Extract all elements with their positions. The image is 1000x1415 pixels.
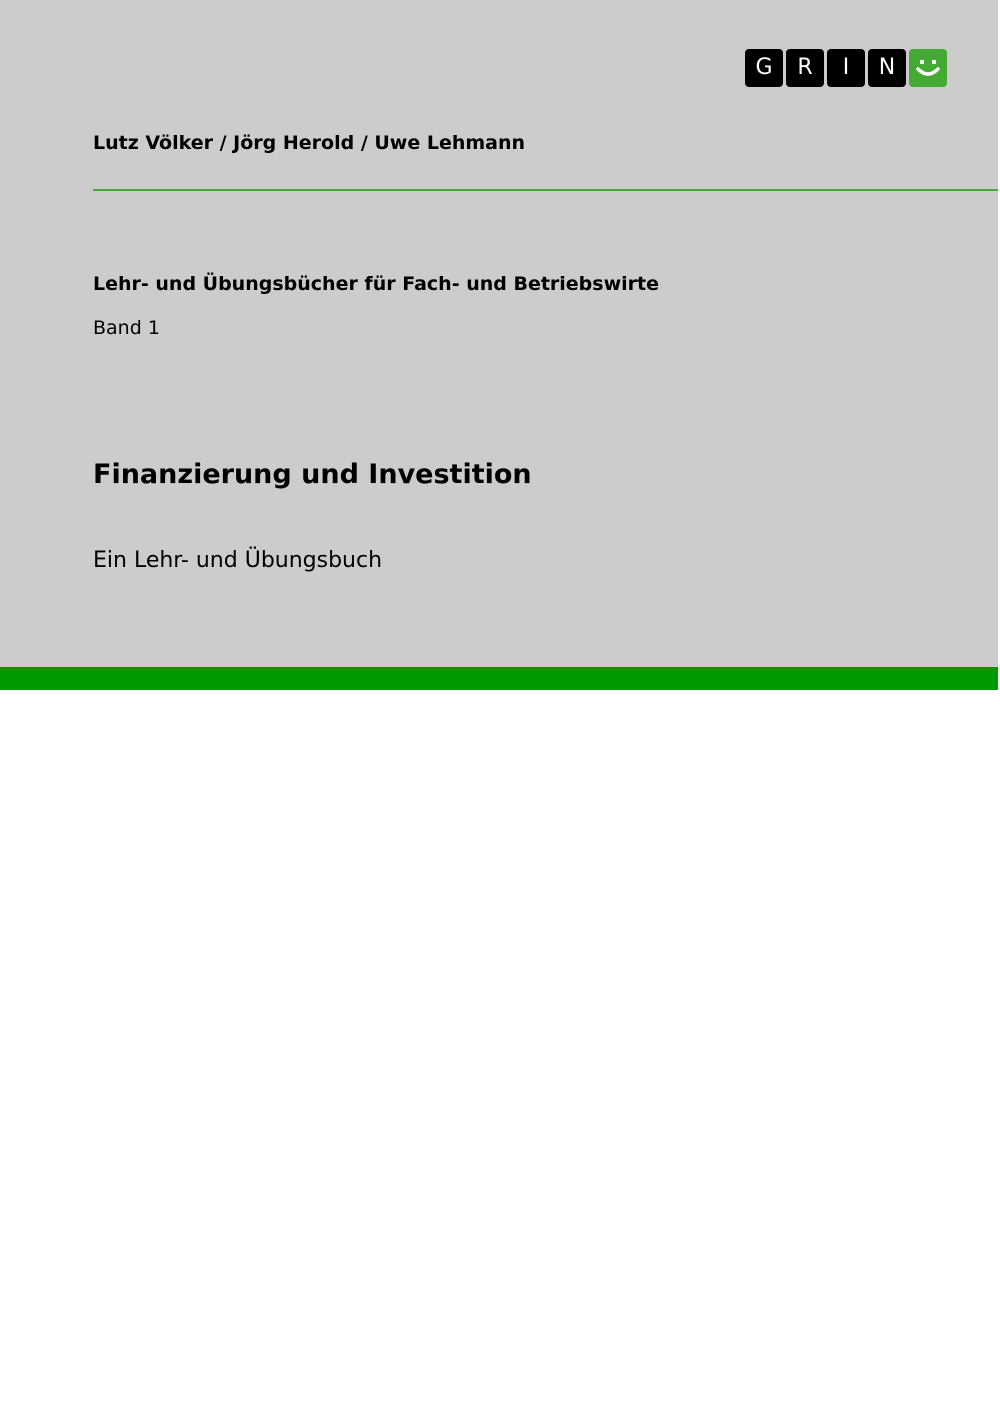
- logo-letter-r: R: [786, 49, 824, 87]
- volume-label: Band 1: [93, 317, 160, 339]
- green-band: [0, 667, 998, 690]
- logo-letter-n: N: [868, 49, 906, 87]
- logo-letter-g: G: [745, 49, 783, 87]
- logo-letter-i: I: [827, 49, 865, 87]
- authors: Lutz Völker / Jörg Herold / Uwe Lehmann: [93, 132, 526, 154]
- divider: [93, 189, 998, 191]
- book-subtitle: Ein Lehr- und Übungsbuch: [93, 548, 383, 573]
- series-title: Lehr- und Übungsbücher für Fach- und Betriebswirte: [93, 273, 659, 295]
- smile-icon: [909, 49, 947, 87]
- cover-panel: [0, 0, 998, 667]
- publisher-logo: [745, 49, 947, 87]
- book-title: Finanzierung und Investition: [93, 459, 532, 490]
